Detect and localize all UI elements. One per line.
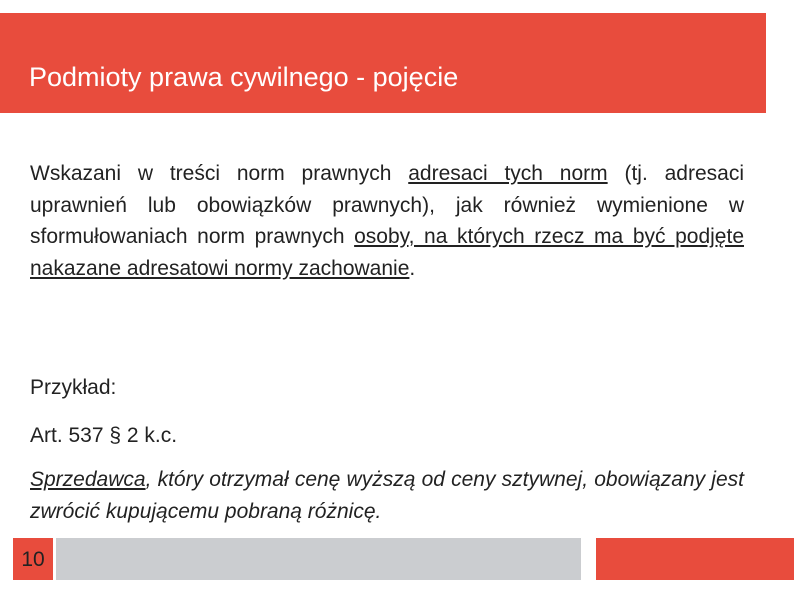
page-number: 10 xyxy=(21,548,45,571)
definition-text-3: . xyxy=(409,256,416,280)
definition-underlined-1: adresaci tych norm xyxy=(408,162,608,185)
definition-text-2: (tj. adresaci uprawnień lub obowiązków prawnych), jak również wymienione w sformułowaniach norm prawnych xyxy=(30,162,745,248)
footer-gray-bar xyxy=(56,538,581,580)
example-paragraph xyxy=(30,464,744,527)
definition-paragraph xyxy=(30,158,744,284)
article-reference: Art. 537 § 2 k.c. xyxy=(30,424,178,447)
example-text: , który otrzymał cenę wyższą od ceny sztywnej, obowiązany jest zwrócić kupującemu pobraną różnicę. xyxy=(30,468,744,523)
example-label: Przykład: xyxy=(30,376,117,399)
example-underlined: Sprzedawca xyxy=(30,468,146,491)
slide-title: Podmioty prawa cywilnego - pojęcie xyxy=(29,62,459,92)
footer-red-right xyxy=(596,538,794,580)
definition-text-1: Wskazani w treści norm prawnych xyxy=(30,162,409,185)
definition-underlined-2: osoby, na których rzecz ma być podjęte nakazane adresatowi normy zachowanie xyxy=(30,225,744,280)
